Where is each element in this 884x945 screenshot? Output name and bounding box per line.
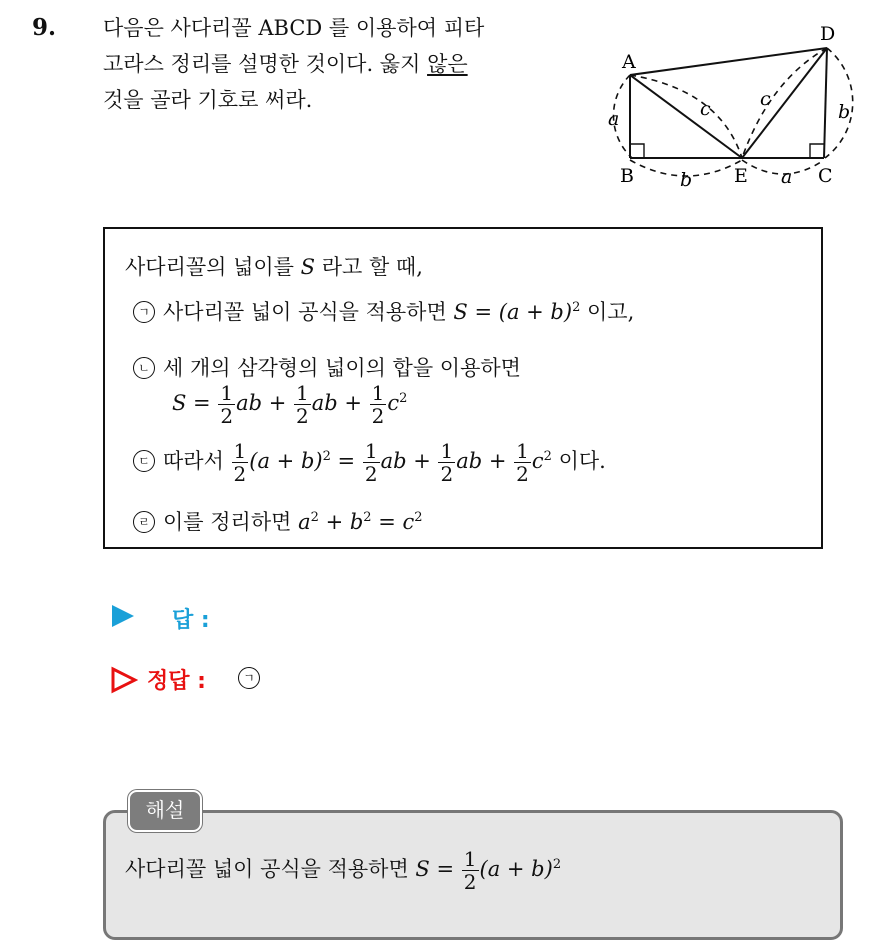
marker-rieul: ㄹ bbox=[133, 511, 155, 533]
step-3-tail: 이다. bbox=[551, 449, 606, 473]
answer-label: 답 : bbox=[172, 608, 210, 633]
intro-tail: 라고 할 때, bbox=[315, 255, 423, 279]
label-a-bottom: a bbox=[781, 166, 793, 188]
marker-giyeok: ㄱ bbox=[133, 301, 155, 323]
segment-ae bbox=[630, 75, 742, 158]
solution-tag: 해설 bbox=[128, 790, 202, 832]
step-1 bbox=[133, 296, 634, 326]
fraction-half bbox=[438, 440, 455, 485]
step-4-b: b bbox=[349, 510, 364, 534]
frac-den: 2 bbox=[440, 462, 454, 486]
marker-digeut: ㄷ bbox=[133, 450, 155, 472]
step-4 bbox=[133, 506, 423, 536]
label-c-left: c bbox=[700, 98, 711, 120]
question-line-3: 것을 골라 기호로 써라. bbox=[103, 88, 313, 112]
fraction-half bbox=[294, 382, 311, 427]
solution-paren: (a + b) bbox=[479, 857, 553, 881]
step-3-paren: (a + b) bbox=[249, 449, 323, 473]
intro-s: S bbox=[300, 255, 316, 279]
frac-den: 2 bbox=[516, 462, 529, 486]
right-angle-c bbox=[810, 144, 824, 158]
question-line-1: 다음은 사다리꼴 ABCD 를 이용하여 피타 bbox=[103, 16, 485, 40]
solution-text bbox=[125, 848, 561, 893]
fraction-half bbox=[462, 848, 479, 893]
step-4-text: 이를 정리하면 bbox=[163, 510, 299, 534]
step-3-eq: = bbox=[330, 449, 356, 473]
right-angle-b bbox=[630, 144, 644, 158]
step-1-tail: 이고, bbox=[580, 300, 635, 324]
question-line-2 bbox=[103, 46, 583, 82]
label-b-point: B bbox=[620, 165, 634, 187]
fraction-half bbox=[232, 440, 249, 485]
side-ad bbox=[630, 48, 827, 75]
box-intro bbox=[125, 251, 423, 281]
step-3-c: c bbox=[531, 449, 544, 473]
step-4-exp-a: 2 bbox=[310, 510, 319, 525]
step-2-c: c bbox=[387, 391, 400, 415]
step-4-eq: = bbox=[371, 510, 403, 534]
step-3-ab-2: ab + bbox=[456, 449, 507, 473]
frac-den: 2 bbox=[220, 404, 234, 428]
frac-den: 2 bbox=[463, 870, 477, 894]
correct-value bbox=[238, 666, 268, 691]
step-1-formula: S = (a + b) bbox=[453, 300, 573, 324]
label-side-a-left: a bbox=[608, 108, 620, 130]
step-3-text: 따라서 bbox=[163, 449, 231, 473]
frac-den: 2 bbox=[296, 404, 309, 428]
fraction-half bbox=[218, 382, 235, 427]
frac-num: 1 bbox=[364, 439, 378, 463]
trapezoid-figure bbox=[600, 20, 860, 200]
step-3-exp: 2 bbox=[322, 449, 331, 464]
step-2-ab-2: ab + bbox=[311, 391, 362, 415]
label-c-point: C bbox=[818, 165, 833, 187]
correct-arrow-icon bbox=[110, 666, 138, 694]
step-2-exp: 2 bbox=[399, 391, 408, 406]
answer-arrow-icon bbox=[110, 603, 136, 629]
marker-giyeok-answer: ㄱ bbox=[238, 667, 260, 689]
intro-text: 사다리꼴의 넓이를 bbox=[125, 255, 301, 279]
step-2-ab-1: ab + bbox=[236, 391, 287, 415]
fraction-half bbox=[370, 382, 387, 427]
frac-num: 1 bbox=[516, 439, 529, 463]
frac-num: 1 bbox=[463, 847, 477, 871]
segment-de bbox=[742, 48, 827, 158]
frac-num: 1 bbox=[371, 381, 385, 405]
frac-num: 1 bbox=[233, 439, 247, 463]
solution-s: S = bbox=[415, 857, 455, 881]
question-text bbox=[103, 10, 583, 118]
underlined-word: 않은 bbox=[427, 52, 468, 76]
solution-exp: 2 bbox=[552, 857, 562, 872]
label-b-bottom: b bbox=[680, 169, 693, 191]
label-a-point: A bbox=[622, 51, 636, 73]
step-4-exp-b: 2 bbox=[363, 510, 372, 525]
step-4-a: a bbox=[298, 510, 311, 534]
frac-num: 1 bbox=[296, 381, 309, 405]
question-number: 9. bbox=[32, 14, 57, 41]
step-3 bbox=[133, 440, 606, 485]
label-side-b-right: b bbox=[838, 101, 851, 123]
fraction-half bbox=[363, 440, 380, 485]
label-c-right: c bbox=[760, 88, 771, 110]
frac-num: 1 bbox=[220, 381, 234, 405]
step-2-formula bbox=[172, 382, 407, 427]
fraction-half bbox=[514, 440, 531, 485]
step-4-c: c bbox=[402, 510, 415, 534]
side-cd bbox=[824, 48, 827, 158]
label-e-point: E bbox=[734, 165, 748, 187]
step-3-exp-2: 2 bbox=[543, 449, 552, 464]
step-1-text: 사다리꼴 넓이 공식을 적용하면 bbox=[163, 300, 454, 324]
frac-num: 1 bbox=[440, 439, 454, 463]
frac-den: 2 bbox=[364, 462, 378, 486]
step-1-exp: 2 bbox=[572, 300, 581, 315]
solution-text-body: 사다리꼴 넓이 공식을 적용하면 bbox=[125, 857, 416, 881]
step-2 bbox=[133, 352, 521, 382]
marker-nieun: ㄴ bbox=[133, 357, 155, 379]
step-2-text: 세 개의 삼각형의 넓이의 합을 이용하면 bbox=[163, 356, 521, 380]
frac-den: 2 bbox=[233, 462, 247, 486]
step-2-lhs: S = bbox=[172, 391, 211, 415]
step-4-exp-c: 2 bbox=[414, 510, 423, 525]
frac-den: 2 bbox=[371, 404, 385, 428]
label-d-point: D bbox=[820, 23, 836, 45]
step-4-plus: + bbox=[318, 510, 350, 534]
question-line-2-text: 고라스 정리를 설명한 것이다. 옳지 bbox=[103, 52, 428, 76]
correct-label: 정답 : bbox=[147, 669, 206, 694]
step-3-ab-1: ab + bbox=[380, 449, 431, 473]
